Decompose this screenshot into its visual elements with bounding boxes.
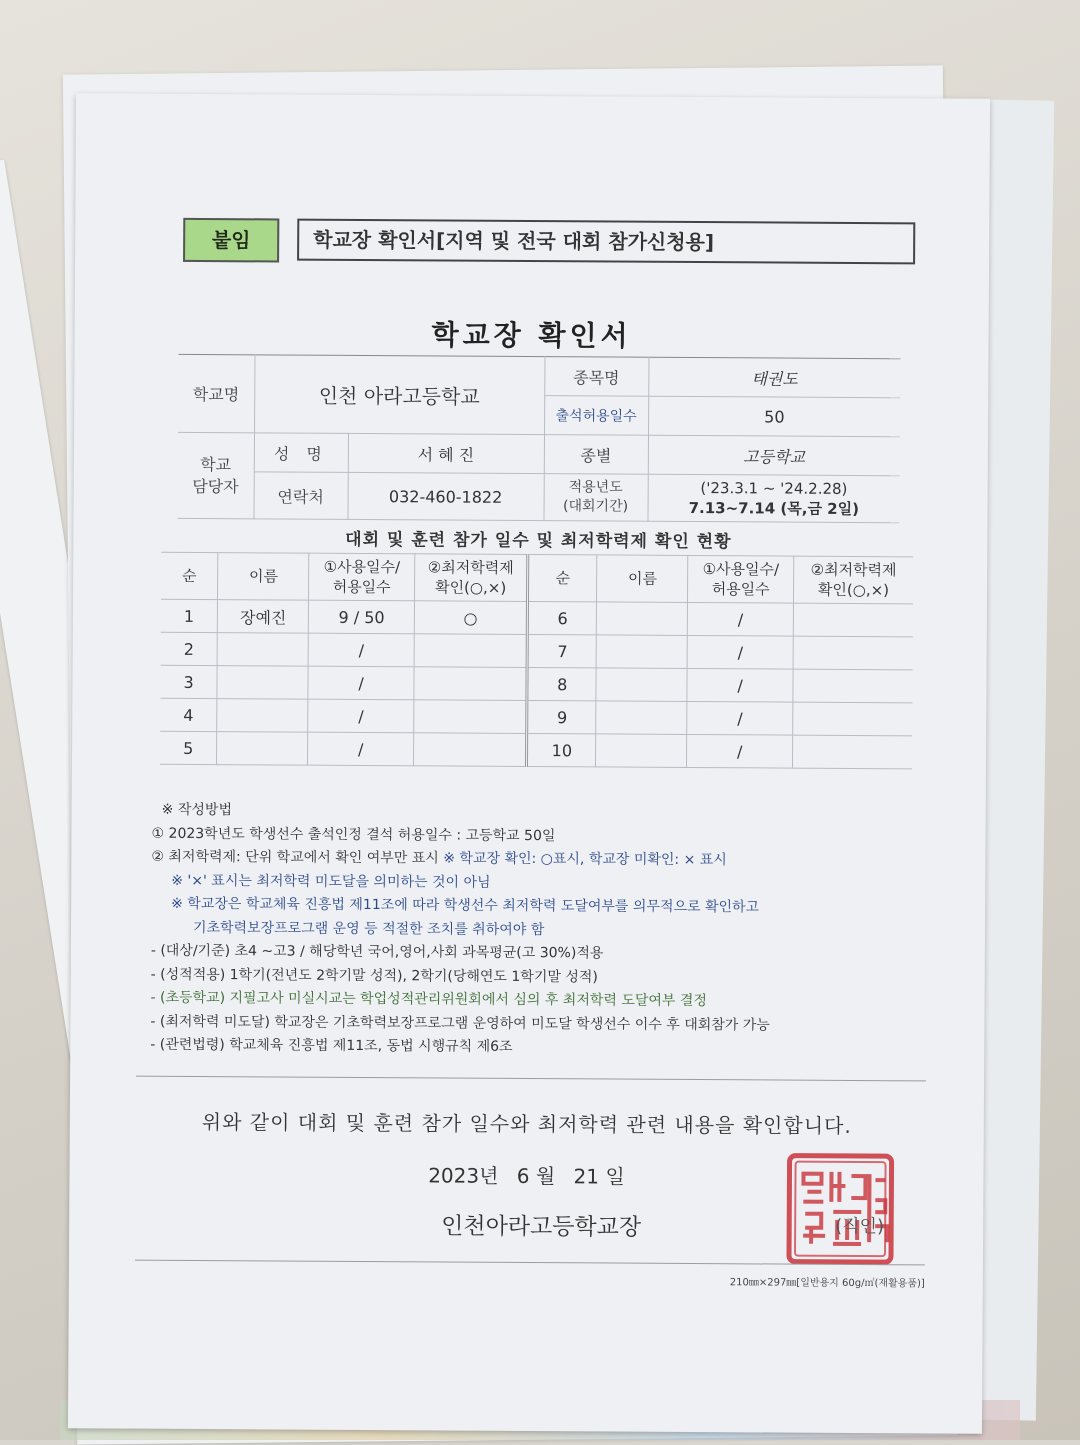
row-days: / xyxy=(308,732,414,766)
official-seal-stamp xyxy=(781,1150,900,1269)
period-label: 적용년도 (대회기간) xyxy=(543,474,647,522)
allowed-days-label: 출석허용일수 xyxy=(544,396,648,436)
info-table xyxy=(177,354,900,523)
allowed-days-value: 50 xyxy=(648,396,900,437)
name-value: 서 혜 진 xyxy=(348,433,544,473)
col-header-name: 이름 xyxy=(218,553,309,601)
col-header-days-right: ①사용일수/ 허용일수 xyxy=(688,555,794,603)
row-no-right: 8 xyxy=(527,667,596,700)
date-month: 6 월 xyxy=(517,1164,556,1188)
col-header-no-right: 순 xyxy=(528,554,597,601)
period-value xyxy=(647,474,899,523)
school-label: 학교명 xyxy=(178,354,254,432)
note-2-highlight: ※ 학교장 확인: ○표시, 학교장 미확인: × 표시 xyxy=(443,850,727,868)
date-day: 21 일 xyxy=(573,1164,624,1188)
row-days: / xyxy=(308,699,414,733)
phone-label: 연락처 xyxy=(253,472,347,520)
event-value: 태권도 xyxy=(648,357,900,398)
participation-row xyxy=(160,665,912,703)
row-days-right: / xyxy=(687,668,793,702)
note-3: ※ '×' 표시는 최저학력 미도달을 의미하는 것이 아님 xyxy=(151,869,931,897)
row-check xyxy=(414,700,528,734)
document-type-label: 학교장 확인서[지역 및 전국 대회 참가신청용] xyxy=(297,219,915,265)
row-name-right xyxy=(596,734,687,768)
level-value: 고등학교 xyxy=(648,435,900,476)
note-8: - (초등학교) 지필고사 미실시교는 학업성적관리위원회에서 심의 후 최저학력 도달여부 결정 xyxy=(150,987,930,1015)
row-no-right: 6 xyxy=(528,601,597,634)
instructions xyxy=(150,799,932,1062)
col-header-name-right: 이름 xyxy=(597,555,688,603)
col-header-no: 순 xyxy=(161,552,218,599)
participation-row xyxy=(161,632,913,670)
note-4: ※ 학교장은 학교체육 진흥법 제11조에 따라 학생선수 최저학력 도달여부를 의무적으로 확인하고 xyxy=(151,893,931,921)
period-dates: 7.13~7.14 (목,금 2일) xyxy=(648,498,900,520)
row-check xyxy=(414,634,528,668)
period-range: ('23.3.1 ~ '24.2.28) xyxy=(648,478,900,500)
note-7: - (성적적용) 1학기(전년도 2학기말 성적), 2학기(당해연도 1학기말 성적) xyxy=(151,963,931,991)
row-days-right: / xyxy=(688,602,794,636)
row-no: 4 xyxy=(160,698,217,731)
row-name xyxy=(217,732,308,766)
row-no: 2 xyxy=(161,632,218,665)
note-1: ① 2023학년도 학생선수 출석인정 결석 허용일수 : 고등학교 50일 xyxy=(151,822,931,850)
row-days: 9 / 50 xyxy=(309,600,415,634)
page-title: 학교장 확인서 xyxy=(75,311,989,357)
row-name-right xyxy=(596,668,687,702)
confirmation-statement: 위와 같이 대회 및 훈련 참가 일수와 최저학력 관련 내용을 확인합니다. xyxy=(70,1105,984,1140)
row-name-right xyxy=(596,701,687,735)
paper-spec-footer: 210㎜×297㎜[일반용지 60g/㎡(재활용품)] xyxy=(730,1273,925,1289)
document-page xyxy=(68,93,990,1434)
phone-value: 032-460-1822 xyxy=(347,472,543,520)
row-name xyxy=(217,633,308,667)
event-label: 종목명 xyxy=(544,357,648,397)
row-name: 장예진 xyxy=(218,600,309,634)
col-header-check: ②최저학력제 확인(○,×) xyxy=(414,554,528,602)
row-no-right: 7 xyxy=(527,634,596,667)
row-days-right: / xyxy=(687,734,793,768)
name-label: 성 명 xyxy=(254,433,348,473)
row-check xyxy=(414,667,528,701)
school-value: 인천 아라고등학교 xyxy=(254,355,544,435)
row-days: / xyxy=(309,633,415,667)
divider-top xyxy=(136,1076,926,1082)
col-header-check-right: ②최저학력제 확인(○,×) xyxy=(793,556,913,604)
row-check-right xyxy=(793,636,913,670)
row-no: 1 xyxy=(161,599,218,632)
instructions-heading: ※ 작성방법 xyxy=(152,799,932,827)
row-no: 5 xyxy=(160,731,217,764)
participation-header-row xyxy=(161,552,913,604)
participation-row xyxy=(161,599,913,637)
participation-subtitle: 대회 및 훈련 참가 일수 및 최저학력제 확인 현황 xyxy=(177,524,899,553)
row-check: ○ xyxy=(414,601,528,635)
row-no-right: 10 xyxy=(527,733,596,766)
participation-table xyxy=(160,552,913,770)
row-days-right: / xyxy=(687,701,793,735)
note-10: - (관련법령) 학교체육 진흥법 제11조, 동법 시행규칙 제6조 xyxy=(150,1034,930,1062)
row-name xyxy=(217,666,308,700)
row-check-right xyxy=(793,603,913,637)
row-days-right: / xyxy=(688,635,794,669)
row-no-right: 9 xyxy=(527,700,596,733)
signatory: 인천아라고등학교장 xyxy=(441,1207,641,1241)
row-name xyxy=(217,699,308,733)
row-check xyxy=(413,733,527,767)
row-check-right xyxy=(793,669,913,703)
date-year: 2023년 xyxy=(428,1163,498,1187)
row-name-right xyxy=(597,602,688,636)
note-6: - (대상/기준) 초4 ~고3 / 해당학년 국어,영어,사회 과목평균(고 30%)적용 xyxy=(151,940,931,968)
seal-mark: (직인) xyxy=(835,1212,884,1238)
col-header-days: ①사용일수/ 허용일수 xyxy=(309,553,415,601)
note-2-text: ② 최저학력제: 단위 학교에서 확인 여부만 표시 xyxy=(151,849,443,867)
row-name-right xyxy=(596,635,687,669)
level-label: 종별 xyxy=(544,435,648,475)
row-days: / xyxy=(308,666,414,700)
note-9: - (최저학력 미도달) 학교장은 기초학력보장프로그램 운영하여 미도달 학생선수 이수 후 대회참가 가능 xyxy=(150,1010,930,1038)
row-check-right xyxy=(793,702,913,736)
contact-group-label: 학교 담당자 xyxy=(177,432,254,518)
note-5: 기초학력보장프로그램 운영 등 적절한 조치를 취하여야 함 xyxy=(151,916,931,944)
participation-row xyxy=(160,698,912,736)
row-no: 3 xyxy=(160,665,217,698)
attachment-badge: 붙임 xyxy=(183,218,279,263)
participation-row xyxy=(160,731,912,769)
row-check-right xyxy=(792,735,912,769)
